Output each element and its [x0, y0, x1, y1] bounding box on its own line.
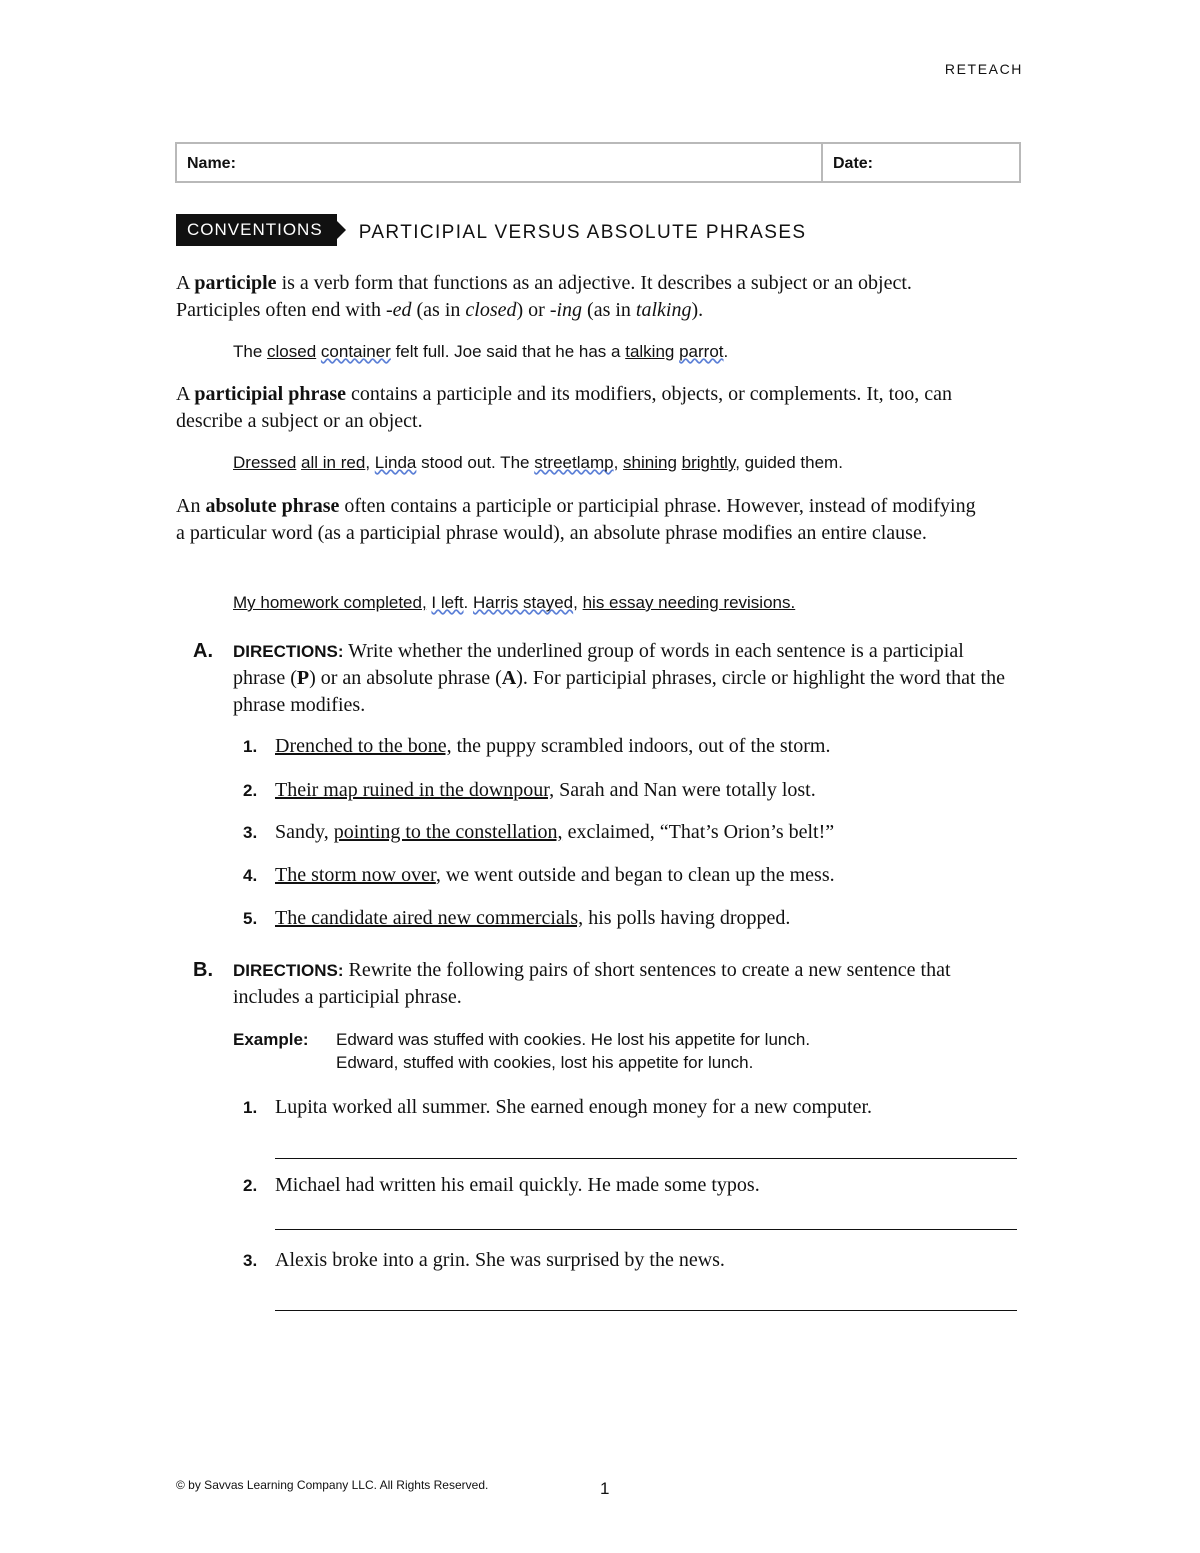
- conventions-badge: CONVENTIONS: [176, 214, 337, 246]
- date-field[interactable]: [823, 144, 1019, 181]
- name-field[interactable]: [177, 144, 823, 181]
- absolute-phrase-definition: An absolute phrase often contains a participle or participial phrase. However, instead of modifying a particular word (as a participial phrase would), an absolute phrase modifies an entire clause.: [176, 495, 976, 544]
- exercise-a-item-4[interactable]: 4. The storm now over, we went outside and began to clean up the mess.: [243, 864, 835, 886]
- exercise-b-item-2: 2. Michael had written his email quickly. He made some typos.: [243, 1174, 760, 1196]
- answer-line-3[interactable]: [275, 1310, 1017, 1311]
- copyright-footer: © by Savvas Learning Company LLC. All Rights Reserved.: [176, 1478, 489, 1492]
- section-b-directions: DIRECTIONS: Rewrite the following pairs of short sentences to create a new sentence that includes a participial phrase.: [233, 959, 951, 1008]
- name-date-box: [175, 142, 1021, 183]
- exercise-b-item-3: 3. Alexis broke into a grin. She was surprised by the news.: [243, 1249, 725, 1271]
- section-b-letter: B.: [193, 959, 213, 981]
- date-label: Date:: [833, 155, 874, 172]
- section-a-letter: A.: [193, 640, 213, 662]
- heading-title: PARTICIPIAL VERSUS ABSOLUTE PHRASES: [358, 222, 807, 243]
- section-a-directions: DIRECTIONS: Write whether the underlined group of words in each sentence is a participial phrase (P) or an absolute phrase (A). For participial phrases, circle or highlight the word that the phrase modifies.: [233, 640, 1005, 716]
- name-label: Name:: [187, 155, 236, 172]
- participial-phrase-definition: A participial phrase contains a participle and its modifiers, objects, or complements. It, too, can describe a subject or an object.: [176, 383, 952, 432]
- participle-definition: A participle is a verb form that functions as an adjective. It describes a subject or an object. Participles often end with -ed (as in closed) or -ing (as in talking).: [176, 272, 912, 321]
- participle-example: The closed container felt full. Joe said that he has a talking parrot.: [233, 342, 729, 361]
- page-number: 1: [600, 1479, 610, 1498]
- exercise-a-item-2[interactable]: 2. Their map ruined in the downpour, Sarah and Nan were totally lost.: [243, 779, 816, 801]
- exercise-a-item-1[interactable]: 1. Drenched to the bone, the puppy scrambled indoors, out of the storm.: [243, 735, 831, 757]
- exercise-a-item-5[interactable]: 5. The candidate aired new commercials, his polls having dropped.: [243, 907, 791, 929]
- example-original: Edward was stuffed with cookies. He lost his appetite for lunch.: [336, 1030, 811, 1049]
- absolute-phrase-example: My homework completed, I left. Harris stayed, his essay needing revisions.: [233, 593, 796, 612]
- answer-line-2[interactable]: [275, 1229, 1017, 1230]
- exercise-b-item-1: 1. Lupita worked all summer. She earned enough money for a new computer.: [243, 1096, 873, 1118]
- section-heading: [176, 214, 806, 246]
- example-block: [233, 1028, 810, 1074]
- example-label: Example:: [233, 1030, 309, 1049]
- reteach-label: RETEACH: [944, 61, 1023, 77]
- answer-line-1[interactable]: [275, 1158, 1017, 1159]
- exercise-a-item-3[interactable]: 3. Sandy, pointing to the constellation, exclaimed, “That’s Orion’s belt!”: [243, 821, 835, 843]
- participial-phrase-example: Dressed all in red, Linda stood out. The streetlamp, shining brightly, guided them.: [233, 453, 843, 472]
- example-rewritten: Edward, stuffed with cookies, lost his appetite for lunch.: [336, 1053, 754, 1072]
